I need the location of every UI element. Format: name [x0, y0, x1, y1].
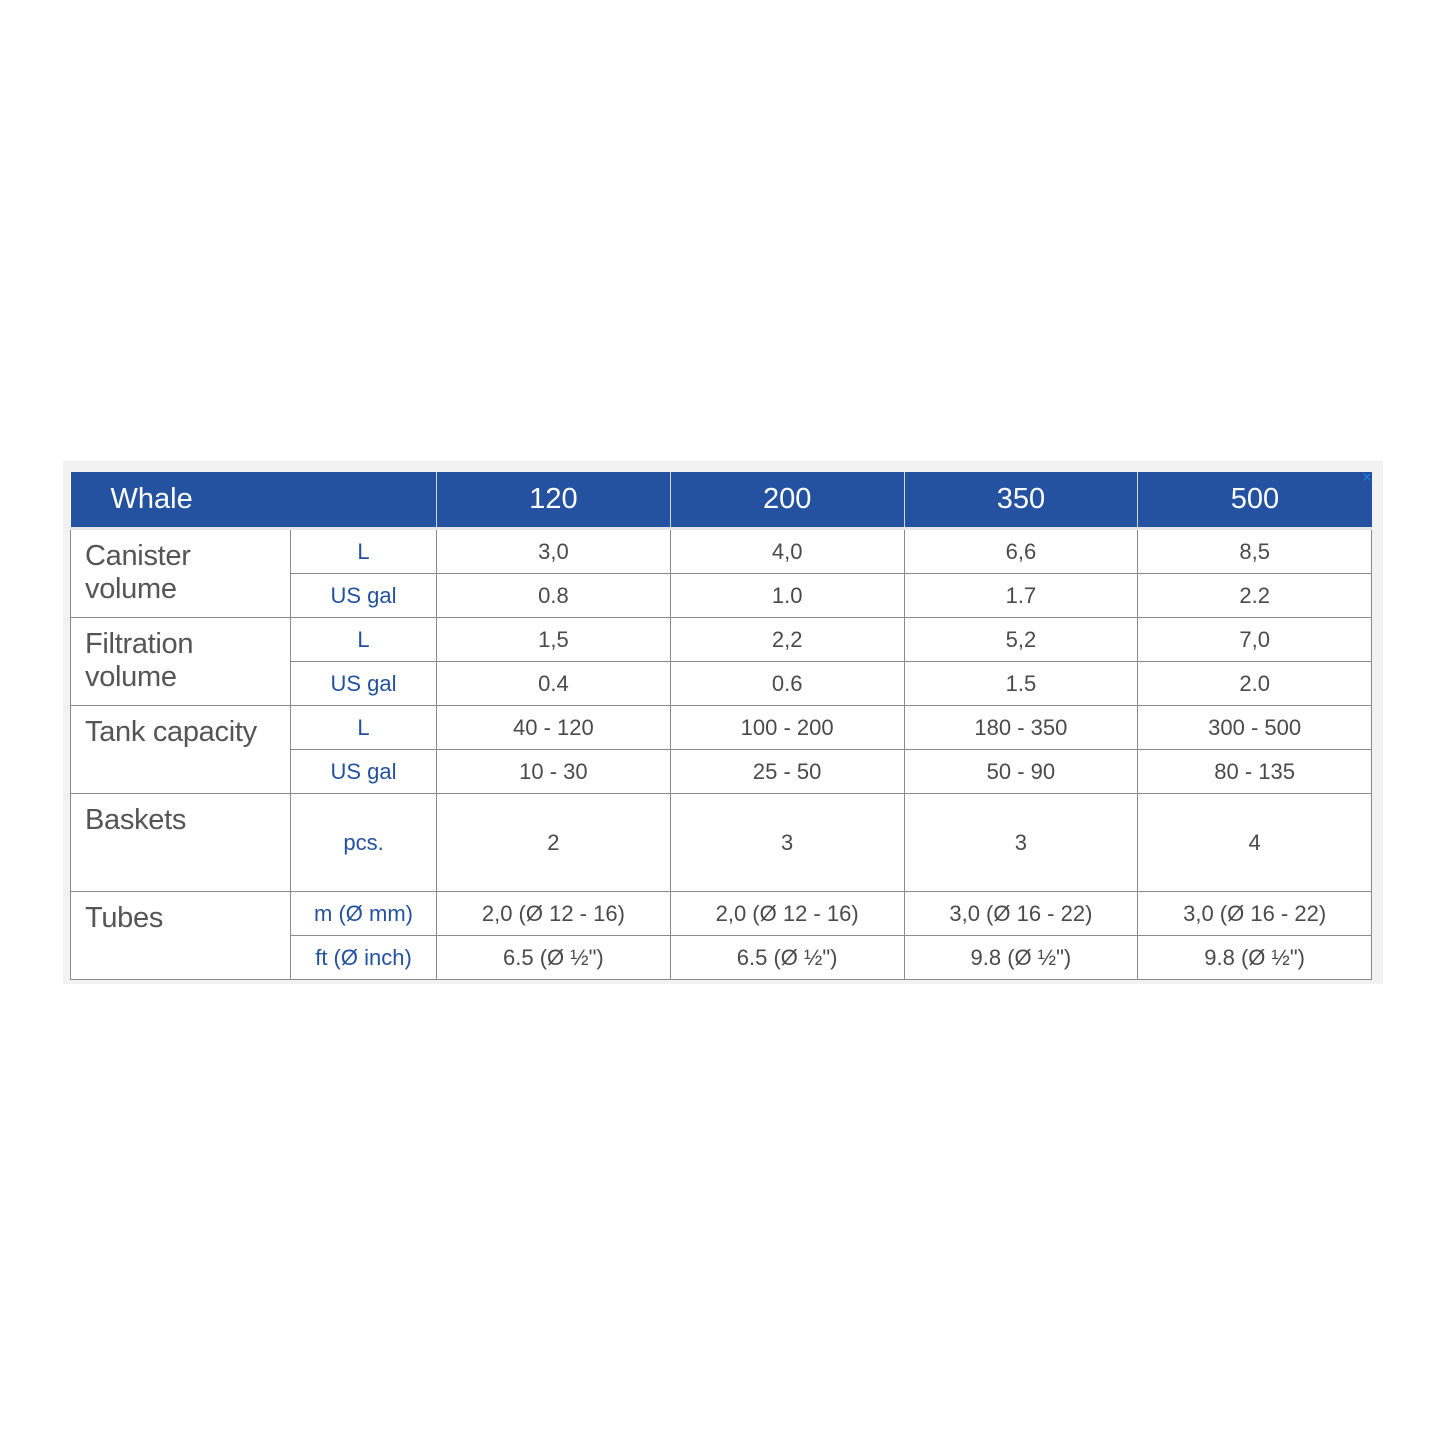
value-cell: 2.0 [1138, 662, 1372, 706]
value-cell: 0.8 [437, 574, 671, 618]
value-cell: 1,5 [437, 618, 671, 662]
header-row [71, 472, 1372, 529]
unit-label: US gal [291, 574, 437, 618]
unit-label: US gal [291, 662, 437, 706]
model-header: 350 [904, 472, 1138, 529]
value-cell: 25 - 50 [670, 750, 904, 794]
unit-label: m (Ø mm) [291, 892, 437, 936]
param-label: Canister volume [71, 529, 291, 618]
value-cell: 8,5 [1138, 529, 1372, 574]
unit-label: L [291, 529, 437, 574]
value-cell: 3 [670, 794, 904, 892]
model-header: 500 [1138, 472, 1372, 529]
value-cell: 6.5 (Ø ½") [670, 936, 904, 980]
value-cell: 4 [1138, 794, 1372, 892]
param-label: Filtration volume [71, 618, 291, 706]
value-cell: 6,6 [904, 529, 1138, 574]
value-cell: 0.4 [437, 662, 671, 706]
value-cell: 1.5 [904, 662, 1138, 706]
value-cell: 3,0 (Ø 16 - 22) [1138, 892, 1372, 936]
value-cell: 9.8 (Ø ½") [1138, 936, 1372, 980]
param-label: Tubes [71, 892, 291, 980]
value-cell: 100 - 200 [670, 706, 904, 750]
unit-label: L [291, 618, 437, 662]
value-cell: 2 [437, 794, 671, 892]
unit-label: US gal [291, 750, 437, 794]
value-cell: 2,2 [670, 618, 904, 662]
value-cell: 4,0 [670, 529, 904, 574]
value-cell: 7,0 [1138, 618, 1372, 662]
value-cell: 2.2 [1138, 574, 1372, 618]
table-row [71, 794, 1372, 892]
value-cell: 1.7 [904, 574, 1138, 618]
value-cell: 10 - 30 [437, 750, 671, 794]
param-label: Tank capacity [71, 706, 291, 794]
unit-label: L [291, 706, 437, 750]
value-cell: 2,0 (Ø 12 - 16) [437, 892, 671, 936]
value-cell: 3,0 (Ø 16 - 22) [904, 892, 1138, 936]
value-cell: 80 - 135 [1138, 750, 1372, 794]
value-cell: 3,0 [437, 529, 671, 574]
model-header: 200 [670, 472, 904, 529]
model-header: 120 [437, 472, 671, 529]
spec-table [70, 472, 1372, 980]
value-cell: 2,0 (Ø 12 - 16) [670, 892, 904, 936]
unit-label: pcs. [291, 794, 437, 892]
close-icon: × [1362, 470, 1373, 484]
value-cell: 300 - 500 [1138, 706, 1372, 750]
table-row [71, 618, 1372, 662]
value-cell: 1.0 [670, 574, 904, 618]
product-name: Whale [71, 472, 437, 529]
table-row [71, 706, 1372, 750]
value-cell: 180 - 350 [904, 706, 1138, 750]
value-cell: 6.5 (Ø ½") [437, 936, 671, 980]
table-row [71, 892, 1372, 936]
value-cell: 0.6 [670, 662, 904, 706]
param-label: Baskets [71, 794, 291, 892]
unit-label: ft (Ø inch) [291, 936, 437, 980]
table-row [71, 529, 1372, 574]
value-cell: 50 - 90 [904, 750, 1138, 794]
value-cell: 3 [904, 794, 1138, 892]
value-cell: 9.8 (Ø ½") [904, 936, 1138, 980]
value-cell: 5,2 [904, 618, 1138, 662]
value-cell: 40 - 120 [437, 706, 671, 750]
